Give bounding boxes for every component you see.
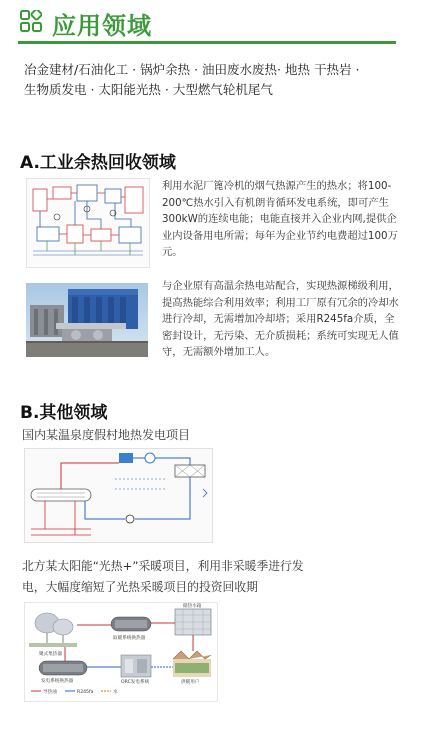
section-a-paragraph-1: 利用水泥厂篦冷机的烟气热源产生的热水；将100-200℃热水引入有机朗肯循环发电系统，即可产生300kW的连续电能；电能直接并入企业内网,提供企业内设备用电所需；每年为企业节约电费超过100万元。 <box>162 180 398 258</box>
power-exchanger-label: 发电系统换热器 <box>41 679 74 684</box>
cement-plant-process-diagram <box>26 178 150 268</box>
application-list-line-1: 冶金建材/石油化工 · 锅炉余热 · 油田废水废热· 地热 干热岩 · <box>24 62 360 77</box>
tank-label: 储热水箱 <box>183 604 202 609</box>
header-divider <box>18 41 396 44</box>
users-label: 供暖用户 <box>181 680 200 685</box>
legend-water: 水 <box>113 690 118 695</box>
section-a-title: A.工业余热回收领域 <box>20 153 176 173</box>
geothermal-system-diagram <box>24 448 213 543</box>
solar-caption-line-2: 电，大幅度缩短了光热采暖项目的投资回收期 <box>22 580 258 594</box>
orc-label: ORC发电系统 <box>121 680 150 685</box>
application-list <box>24 60 404 100</box>
section-b-title: B.其他领域 <box>20 403 108 423</box>
grid-icon <box>20 10 42 32</box>
page-title: 应用领域 <box>52 12 152 40</box>
solar-heating-power-diagram <box>24 602 218 702</box>
section-header <box>18 4 396 42</box>
solar-caption-line-1: 北方某太阳能“光热+”采暖项目，利用非采暖季进行发 <box>22 559 304 573</box>
geothermal-project-caption: 国内某温泉度假村地热发电项目 <box>22 428 191 442</box>
legend-oil: 导热油 <box>43 690 57 695</box>
power-plant-photo <box>26 283 148 357</box>
application-list-line-2: 生物质发电 · 太阳能光热 · 大型燃气轮机尾气 <box>24 82 273 97</box>
heater-label: 聚式集热器 <box>39 652 62 657</box>
section-a-paragraph-2: 与企业原有高温余热电站配合，实现热源梯级利用，提高热能综合利用效率；利用工厂原有冗余的冷却水进行冷却，无需增加冷却塔；采用R245fa介质，全密封设计，无污染、无介质损耗；系统可实现无人值守，无需额外增加工人。 <box>162 280 399 358</box>
solar-heating-project-caption <box>22 556 382 598</box>
legend-medium: R245fa <box>77 690 94 695</box>
heating-exchanger-label: 取暖系统换热器 <box>113 636 146 641</box>
